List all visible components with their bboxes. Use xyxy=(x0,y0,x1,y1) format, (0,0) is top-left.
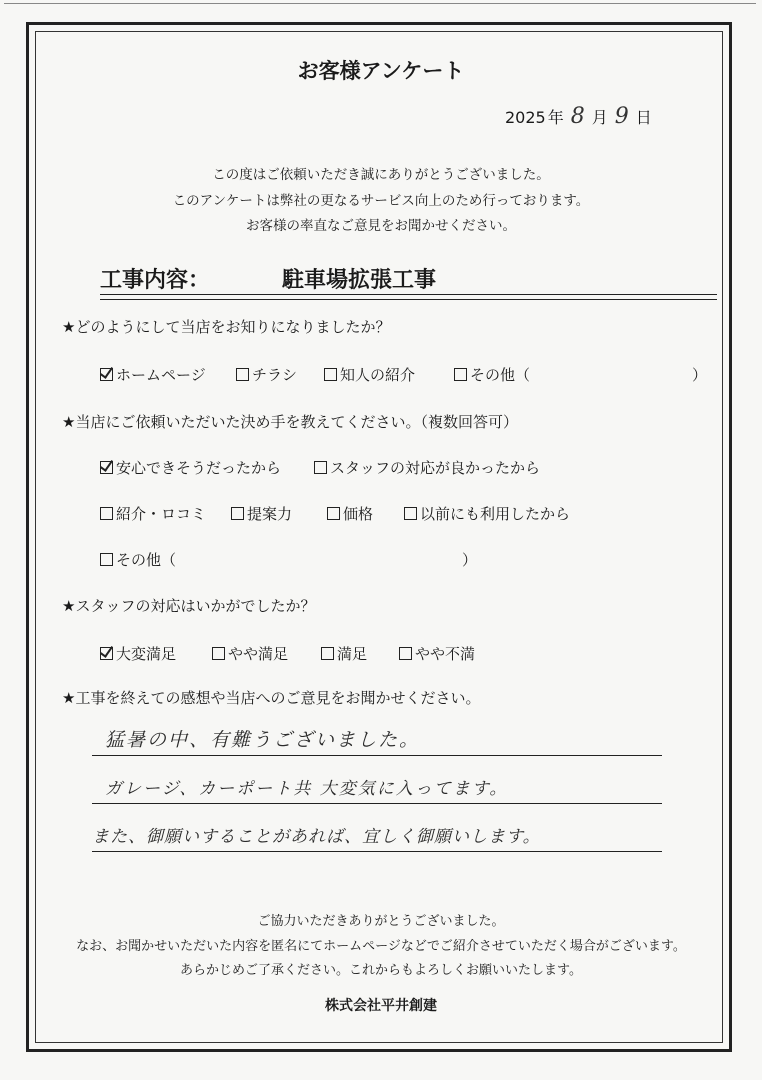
checkbox-checked[interactable] xyxy=(100,647,113,660)
scan-edge-line xyxy=(4,3,756,4)
checkbox[interactable] xyxy=(327,507,340,520)
q1-option-homepage[interactable]: ホームページ xyxy=(100,364,236,385)
work-underline-top xyxy=(100,294,717,295)
checkbox[interactable] xyxy=(236,368,249,381)
intro-line-1: この度はご依頼いただき誠にありがとうございました。 xyxy=(212,167,550,183)
q2-close-paren: ） xyxy=(462,551,478,569)
q1-option-other[interactable]: その他（ xyxy=(454,364,692,385)
q2-option-price[interactable]: 価格 xyxy=(327,503,404,524)
comment-rule-3 xyxy=(92,851,662,852)
checkbox[interactable] xyxy=(324,368,337,381)
q2-option-referral[interactable]: 紹介・ロコミ xyxy=(100,503,231,524)
checkbox[interactable] xyxy=(231,507,244,520)
checkbox[interactable] xyxy=(321,647,334,660)
checkbox[interactable] xyxy=(314,461,327,474)
q2-option-staff-response[interactable]: スタッフの対応が良かったから xyxy=(314,457,540,478)
comment-line-2[interactable]: ガレージ、カーポート共 大変気に入ってます。 xyxy=(105,779,509,799)
checkbox[interactable] xyxy=(454,368,467,381)
intro-line-2: このアンケートは弊社の更なるサービス向上のため行っております。 xyxy=(172,193,590,209)
q1-close-paren: ） xyxy=(692,366,708,384)
question-2: ★当店にご依頼いただいた決め手を教えてください。（複数回答可） xyxy=(62,413,518,431)
checkbox[interactable] xyxy=(100,507,113,520)
checkbox[interactable] xyxy=(212,647,225,660)
question-3: ★スタッフの対応はいかがでしたか？ xyxy=(62,597,316,615)
intro-line-3: お客様の率直なご意見をお聞かせください。 xyxy=(246,218,516,234)
question-2-row-2 xyxy=(100,503,570,524)
comment-rule-2 xyxy=(92,803,662,804)
work-underline-bottom xyxy=(100,299,717,300)
footer-line-2: なお、お聞かせいただいた内容を匿名にてホームページなどでご紹介させていただく場合がございます。 xyxy=(76,939,686,954)
work-content-row xyxy=(100,263,436,294)
work-content-label: 工事内容： xyxy=(100,268,211,293)
checkbox-checked[interactable] xyxy=(100,368,113,381)
q3-option-somewhat-dissatisfied[interactable]: やや不満 xyxy=(399,643,475,664)
question-1-options xyxy=(100,364,707,385)
q2-option-proposal[interactable]: 提案力 xyxy=(231,503,327,524)
date-month-unit: 月 xyxy=(591,108,608,127)
q3-option-very-satisfied[interactable]: 大変満足 xyxy=(100,643,212,664)
date-day-unit: 日 xyxy=(635,108,652,127)
company-name: 株式会社平井創建 xyxy=(325,998,437,1014)
comment-line-3[interactable]: また、御願いすることがあれば、宜しく御願いします。 xyxy=(92,827,541,847)
date-day[interactable]: 9 xyxy=(614,104,629,129)
footer-line-3: あらかじめご了承ください。これからもよろしくお願いいたします。 xyxy=(180,963,582,978)
q3-option-somewhat-satisfied[interactable]: やや満足 xyxy=(212,643,321,664)
footer-line-1: ご協力いただきありがとうございました。 xyxy=(257,914,505,929)
q2-option-used-before[interactable]: 以前にも利用したから xyxy=(404,503,570,524)
question-3-options xyxy=(100,643,475,664)
question-1: ★どのようにして当店をお知りになりましたか？ xyxy=(62,318,391,336)
question-2-row-1 xyxy=(100,457,540,478)
checkbox[interactable] xyxy=(100,553,113,566)
date-month[interactable]: 8 xyxy=(570,104,585,129)
work-content-value: 駐車場拡張工事 xyxy=(282,268,437,293)
date-field xyxy=(505,104,652,129)
q3-option-satisfied[interactable]: 満足 xyxy=(321,643,399,664)
question-4: ★工事を終えての感想や当店へのご意見をお聞かせください。 xyxy=(62,689,481,707)
checkbox[interactable] xyxy=(404,507,417,520)
question-2-row-3 xyxy=(100,549,477,570)
comment-rule-1 xyxy=(92,755,662,756)
q1-option-referral[interactable]: 知人の紹介 xyxy=(324,364,454,385)
q2-option-reassuring[interactable]: 安心できそうだったから xyxy=(100,457,314,478)
comment-line-1[interactable]: 猛暑の中、有難うございました。 xyxy=(105,729,421,751)
checkbox[interactable] xyxy=(399,647,412,660)
page-title: お客様アンケート xyxy=(297,59,465,83)
q1-option-flyer[interactable]: チラシ xyxy=(236,364,324,385)
date-year-unit: 年 xyxy=(547,108,564,127)
checkbox-checked[interactable] xyxy=(100,461,113,474)
q2-option-other[interactable]: その他（ xyxy=(100,549,462,570)
date-year: 2025 xyxy=(505,108,546,127)
